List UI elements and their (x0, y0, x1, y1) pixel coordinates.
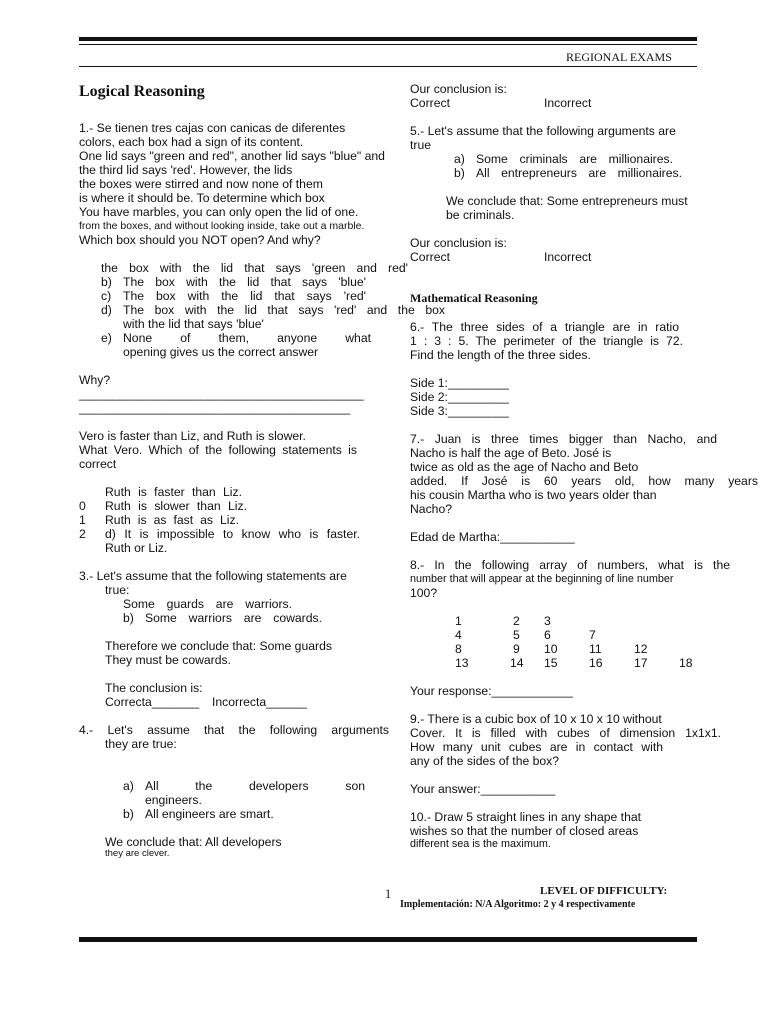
q2-option-label: 1 (79, 513, 86, 527)
q1-why-answer-line[interactable]: __________________________________________ (79, 387, 364, 401)
q5-option-a: Some criminals are millionaires. (476, 152, 673, 166)
q2-option-label: 0 (79, 499, 86, 513)
q9-answer-blank[interactable]: Your answer:___________ (410, 782, 556, 796)
q8-answer-blank[interactable]: Your response:____________ (410, 684, 573, 698)
q7-line: Nacho is half the age of Beto. José is (410, 446, 612, 460)
q1-line: from the boxes, and without looking inside, take out a marble. (79, 220, 365, 232)
q9-line: any of the sides of the box? (410, 754, 560, 768)
q10-line: different sea is the maximum. (410, 838, 551, 850)
q2-option-label: 2 (79, 527, 86, 541)
array-cell: 2 (513, 614, 520, 628)
q3-option-a: Some guards are warriors. (123, 597, 292, 611)
array-cell: 9 (513, 642, 520, 656)
q7-line: his cousin Martha who is two years older than (410, 488, 657, 502)
q8-line: number that will appear at the beginning of line number (410, 573, 674, 585)
array-cell: 12 (634, 642, 648, 656)
q5-conclusion: We conclude that: Some entrepreneurs must (446, 194, 688, 208)
q5-option-b-label: b) (454, 166, 465, 180)
q6-line: Find the length of the three sides. (410, 348, 591, 362)
q1-option-d-line2: with the lid that says 'blue' (123, 317, 264, 331)
q4-option-a-label: a) (123, 779, 134, 793)
q1-line: You have marbles, you can only open the lid of one. (79, 205, 359, 219)
q7-line: twice as old as the age of Nacho and Beto (410, 460, 639, 474)
q7-line: added. If José is 60 years old, how many years (410, 474, 758, 488)
q4-option-a-line2: engineers. (145, 793, 202, 807)
q6-line: 1 : 3 : 5. The perimeter of the triangle is 72. (410, 334, 683, 348)
q4-option-a-line1: All the developers son (145, 779, 365, 793)
q6-side1-blank[interactable]: Side 1:_________ (410, 376, 509, 390)
q1-line: One lid says "green and red", another lid says "blue" and (79, 149, 385, 163)
q1-option-c-label: c) (101, 289, 112, 303)
q1-option-d-label: d) (101, 303, 112, 317)
q4-incorrect-option[interactable]: Incorrect (544, 96, 592, 110)
q1-line: the third lid says 'red'. However, the lids (79, 163, 293, 177)
q3-correct-blank[interactable]: Correcta_______ (105, 695, 200, 709)
q8-line: 8.- In the following array of numbers, what is the (410, 558, 730, 572)
q1-line: 1.- Se tienen tres cajas con canicas de diferentes (79, 121, 346, 135)
q2-line: correct (79, 457, 117, 471)
q1-why-answer-line[interactable]: ________________________________________ (79, 401, 351, 415)
q3-option-b: Some warriors are cowards. (145, 611, 322, 625)
q6-side3-blank[interactable]: Side 3:_________ (410, 404, 509, 418)
q1-line: colors, each box had a sign of its content. (79, 135, 304, 149)
array-cell: 4 (455, 628, 462, 642)
array-cell: 16 (589, 656, 603, 670)
q5-option-a-label: a) (454, 152, 465, 166)
header-thick-rule (79, 37, 697, 41)
q5-line: 5.- Let's assume that the following arguments are (410, 124, 676, 138)
array-cell: 6 (544, 628, 551, 642)
q4-conclusion: they are clever. (105, 848, 170, 859)
q2-option: Ruth is faster than Liz. (105, 485, 242, 499)
q3-conclusion: They must be cowards. (105, 653, 231, 667)
q3-incorrect-blank[interactable]: Incorrecta______ (212, 695, 307, 709)
header-title: REGIONAL EXAMS (566, 50, 672, 64)
q4-option-b: All engineers are smart. (145, 807, 274, 821)
q10-line: 10.- Draw 5 straight lines in any shape that (410, 810, 642, 824)
q3-conclusion-label: The conclusion is: (105, 681, 203, 695)
q5-conclusion: be criminals. (446, 208, 515, 222)
q4-option-b-label: b) (123, 807, 134, 821)
difficulty-label: LEVEL OF DIFFICULTY: (540, 885, 668, 897)
q3-option-b-label: b) (123, 611, 134, 625)
array-cell: 14 (510, 656, 524, 670)
q1-line: is where it should be. To determine which box (79, 191, 325, 205)
q1-line: Which box should you NOT open? And why? (79, 233, 321, 247)
q4-correct-option[interactable]: Correct (410, 96, 450, 110)
q9-line: Cover. It is filled with cubes of dimension 1x1x1. (410, 726, 721, 740)
q7-line: 7.- Juan is three times bigger than Nacho, and (410, 432, 717, 446)
array-cell: 3 (544, 614, 551, 628)
q6-line: 6.- The three sides of a triangle are in ratio (410, 320, 679, 334)
q3-conclusion: Therefore we conclude that: Some guards (105, 639, 332, 653)
q2-option: Ruth is slower than Liz. (105, 499, 247, 513)
q1-option-c: The box with the lid that says 'red' (123, 289, 366, 303)
footer-thick-rule (79, 937, 697, 942)
array-cell: 7 (589, 628, 596, 642)
array-cell: 11 (589, 642, 602, 656)
q1-line: the boxes were stirred and now none of them (79, 177, 323, 191)
q7-line: Nacho? (410, 502, 453, 516)
q5-conclusion-label: Our conclusion is: (410, 236, 507, 250)
q1-option-a: the box with the lid that says 'green and red' (101, 261, 408, 275)
q4-line: they are true: (105, 737, 177, 751)
q3-line: 3.- Let's assume that the following statements are (79, 569, 347, 583)
difficulty-detail: Implementación: N/A Algoritmo: 2 y 4 respectivamente (400, 899, 636, 910)
array-cell: 13 (455, 656, 469, 670)
q3-line: true: (105, 583, 130, 597)
q1-option-e-line1: None of them, anyone what (123, 331, 371, 345)
q9-line: 9.- There is a cubic box of 10 x 10 x 10 without (410, 712, 662, 726)
q10-line: wishes so that the number of closed areas (410, 824, 639, 838)
section-title-mathematical: Mathematical Reasoning (410, 291, 538, 305)
array-cell: 1 (455, 614, 462, 628)
q5-incorrect-option[interactable]: Incorrect (544, 250, 592, 264)
header-underline (79, 66, 697, 67)
q4-line: 4.- Let's assume that the following arguments (79, 723, 389, 737)
q1-option-b: The box with the lid that says 'blue' (123, 275, 366, 289)
header-thin-rule (79, 44, 697, 45)
q2-option-tail: Ruth or Liz. (105, 541, 168, 555)
q8-line: 100? (410, 586, 438, 600)
q2-line: What Vero. Which of the following statements is (79, 443, 357, 457)
q2-line: Vero is faster than Liz, and Ruth is slower. (79, 429, 306, 443)
q5-line: true (410, 138, 432, 152)
section-title-logical: Logical Reasoning (79, 83, 205, 100)
q1-option-e-label: e) (101, 331, 112, 345)
array-cell: 15 (544, 656, 558, 670)
q9-line: How many unit cubes are in contact with (410, 740, 663, 754)
array-cell: 18 (679, 656, 693, 670)
array-cell: 10 (544, 642, 558, 656)
q6-side2-blank[interactable]: Side 2:_________ (410, 390, 509, 404)
q1-option-b-label: b) (101, 275, 112, 289)
q5-correct-option[interactable]: Correct (410, 250, 450, 264)
q2-option: d) It is impossible to know who is faster. (105, 527, 360, 541)
array-cell: 5 (513, 628, 520, 642)
q5-option-b: All entrepreneurs are millionaires. (476, 166, 682, 180)
array-cell: 8 (455, 642, 462, 656)
q1-option-e-line2: opening gives us the correct answer (123, 345, 319, 359)
q4-conclusion: We conclude that: All developers (105, 835, 282, 849)
q2-option: Ruth is as fast as Liz. (105, 513, 239, 527)
page-number: 1 (385, 887, 392, 901)
q1-why-label: Why? (79, 373, 111, 387)
q7-answer-blank[interactable]: Edad de Martha:___________ (410, 530, 575, 544)
q4-conclusion-label: Our conclusion is: (410, 82, 507, 96)
q1-option-d-line1: The box with the lid that says 'red' and the box (123, 303, 445, 317)
array-cell: 17 (634, 656, 648, 670)
